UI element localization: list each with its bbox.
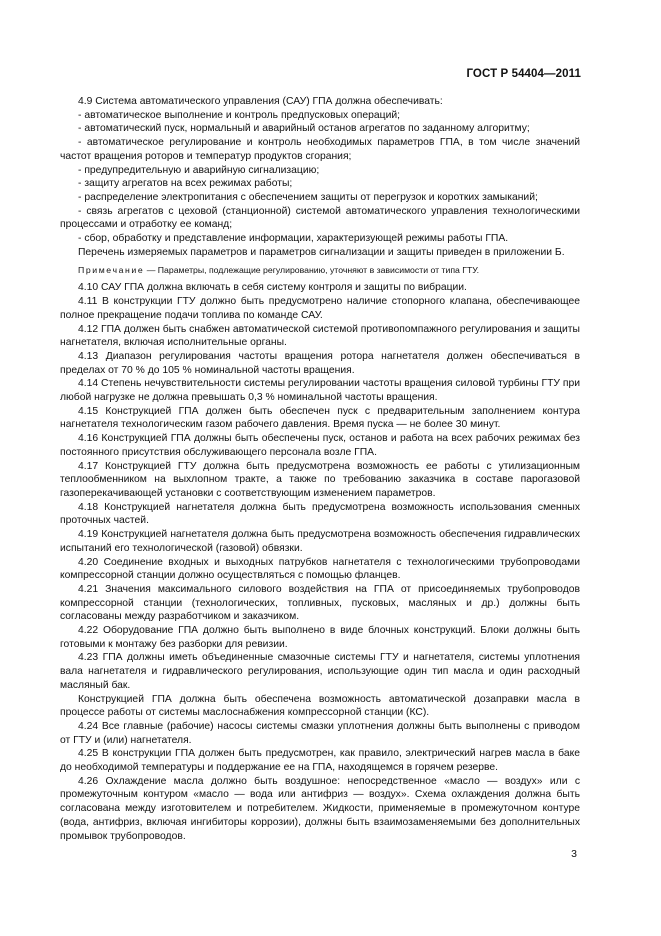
paragraph: Конструкцией ГПА должна быть обеспечена возможность автоматической дозаправки масла в процессе работы от системы маслоснабжения компрессорной станции (КС). — [60, 693, 580, 719]
clause-4-24: 4.24 Все главные (рабочие) насосы системы смазки уплотнения должны быть выполнены с приводом от ГТУ и (или) нагнетателя. — [60, 720, 580, 746]
clause-4-10: 4.10 САУ ГПА должна включать в себя систему контроля и защиты по вибрации. — [78, 282, 467, 294]
clause-4-15: 4.15 Конструкцией ГПА должен быть обеспечен пуск с предварительным заполнением контура нагнетателя технологическим газом рабочего давления. Время пуска — не более 30 минут. — [60, 405, 580, 431]
standard-header: ГОСТ Р 54404—2011 — [466, 68, 581, 80]
clause-4-12: 4.12 ГПА должен быть снабжен автоматической системой противопомпажного регулирования и защиты нагнетателя, включая исполнительные органы. — [60, 323, 580, 349]
clause-4-16: 4.16 Конструкцией ГПА должны быть обеспечены пуск, останов и работа на всех рабочих режимах без постоянного присутствия обслуживающего персонала возле ГПА. — [60, 433, 580, 458]
list-item: - связь агрегатов с цеховой (станционной) системой автоматического управления технологическими процессами и отработку ее команд; — [60, 205, 580, 231]
list-item: - предупредительную и аварийную сигнализацию; — [78, 164, 320, 176]
list-item: - автоматический пуск, нормальный и аварийный останов агрегатов по заданному алгоритму; — [78, 123, 530, 135]
note — [60, 264, 580, 276]
clause-4-25: 4.25 В конструкции ГПА должен быть предусмотрен, как правило, электрический нагрев масла в баке до необходимой температуры и поддержание ее на ГПА, находящемся в горячем резерве. — [60, 748, 580, 774]
clause-4-23: 4.23 ГПА должны иметь объединенные смазочные системы ГТУ и нагнетателя, системы уплотнения вала нагнетателя и гидравлического регулирования, использующие один тип масла и один расходный масляный бак. — [60, 652, 580, 691]
clause-4-11: 4.11 В конструкции ГТУ должно быть предусмотрено наличие стопорного клапана, обеспечивающее полное прекращение подачи топлива по команде САУ. — [60, 296, 580, 321]
page-number: 3 — [571, 848, 577, 860]
note-label: Примечание — [78, 265, 145, 276]
note-text: — Параметры, подлежащие регулированию, уточняют в зависимости от типа ГТУ. — [144, 265, 480, 276]
clause-4-22: 4.22 Оборудование ГПА должно быть выполнено в виде блочных конструкций. Блоки должны быть готовыми к монтажу без разборки для ревизии. — [60, 625, 580, 650]
clause-4-19: 4.19 Конструкцией нагнетателя должна быть предусмотрена возможность обеспечения гидравлических испытаний его технологической (газовой) обвязки. — [60, 529, 580, 554]
list-item: - автоматическое регулирование и контроль необходимых параметров ГПА, в том числе значений частот вращения роторов и температур продуктов сгорания; — [60, 137, 580, 162]
list-item: - сбор, обработку и представление информации, характеризующей режимы работы ГПА. — [78, 233, 509, 245]
clause-4-17: 4.17 Конструкцией ГТУ должна быть предусмотрена возможность ее работы с утилизационным теплообменником на выхлопном тракте, а также по требованию заказчика в составе парогазовой газоперекачивающей установки с соответствующим изменением параметров. — [60, 460, 580, 499]
clause-4-13: 4.13 Диапазон регулирования частоты вращения ротора нагнетателя должен обеспечиваться в пределах от 70 % до 105 % номинальной частоты вращения. — [60, 350, 580, 376]
list-item: - защиту агрегатов на всех режимах работы; — [78, 178, 293, 190]
clause-4-14: 4.14 Степень нечувствительности системы регулировании частоты вращения силовой турбины ГТУ при любой нагрузке не должна превышать 0,3 % номинальной частоты вращения. — [60, 378, 580, 404]
clause-4-26: 4.26 Охлаждение масла должно быть воздушное: непосредственное «масло — воздух» или с промежуточным контуром «масло — вода или антифриз — воздух». Схема охлаждения должна быть согласована между изготовителем и потребителем. Жидкости, применяемые в промежуточном контуре (вода, антифриз, включая ингибиторы коррозии), должны быть взаимозаменяемыми без дополнительных промывок трубопроводов. — [60, 775, 580, 842]
document-body — [60, 95, 580, 843]
clause-4-9: 4.9 Система автоматического управления (САУ) ГПА должна обеспечивать: — [78, 96, 443, 107]
list-item: - распределение электропитания с обеспечением защиты от перегрузок и коротких замыканий; — [78, 191, 538, 203]
clause-4-20: 4.20 Соединение входных и выходных патрубков нагнетателя с технологическими трубопроводами компрессорной станции должно осуществляться с помощью фланцев. — [60, 556, 580, 582]
paragraph: Перечень измеряемых параметров и параметров сигнализации и защиты приведен в приложении Б. — [78, 246, 565, 258]
list-item: - автоматическое выполнение и контроль предпусковых операций; — [78, 109, 401, 121]
clause-4-18: 4.18 Конструкцией нагнетателя должна быть предусмотрена возможность использования сменных проточных частей. — [60, 501, 580, 527]
clause-4-21: 4.21 Значения максимального силового воздействия на ГПА от присоединяемых трубопроводов компрессорной станции (технологических, топливных, пусковых, масляных и др.) должны быть согласованы между разработчиком и заказчиком. — [60, 583, 580, 623]
